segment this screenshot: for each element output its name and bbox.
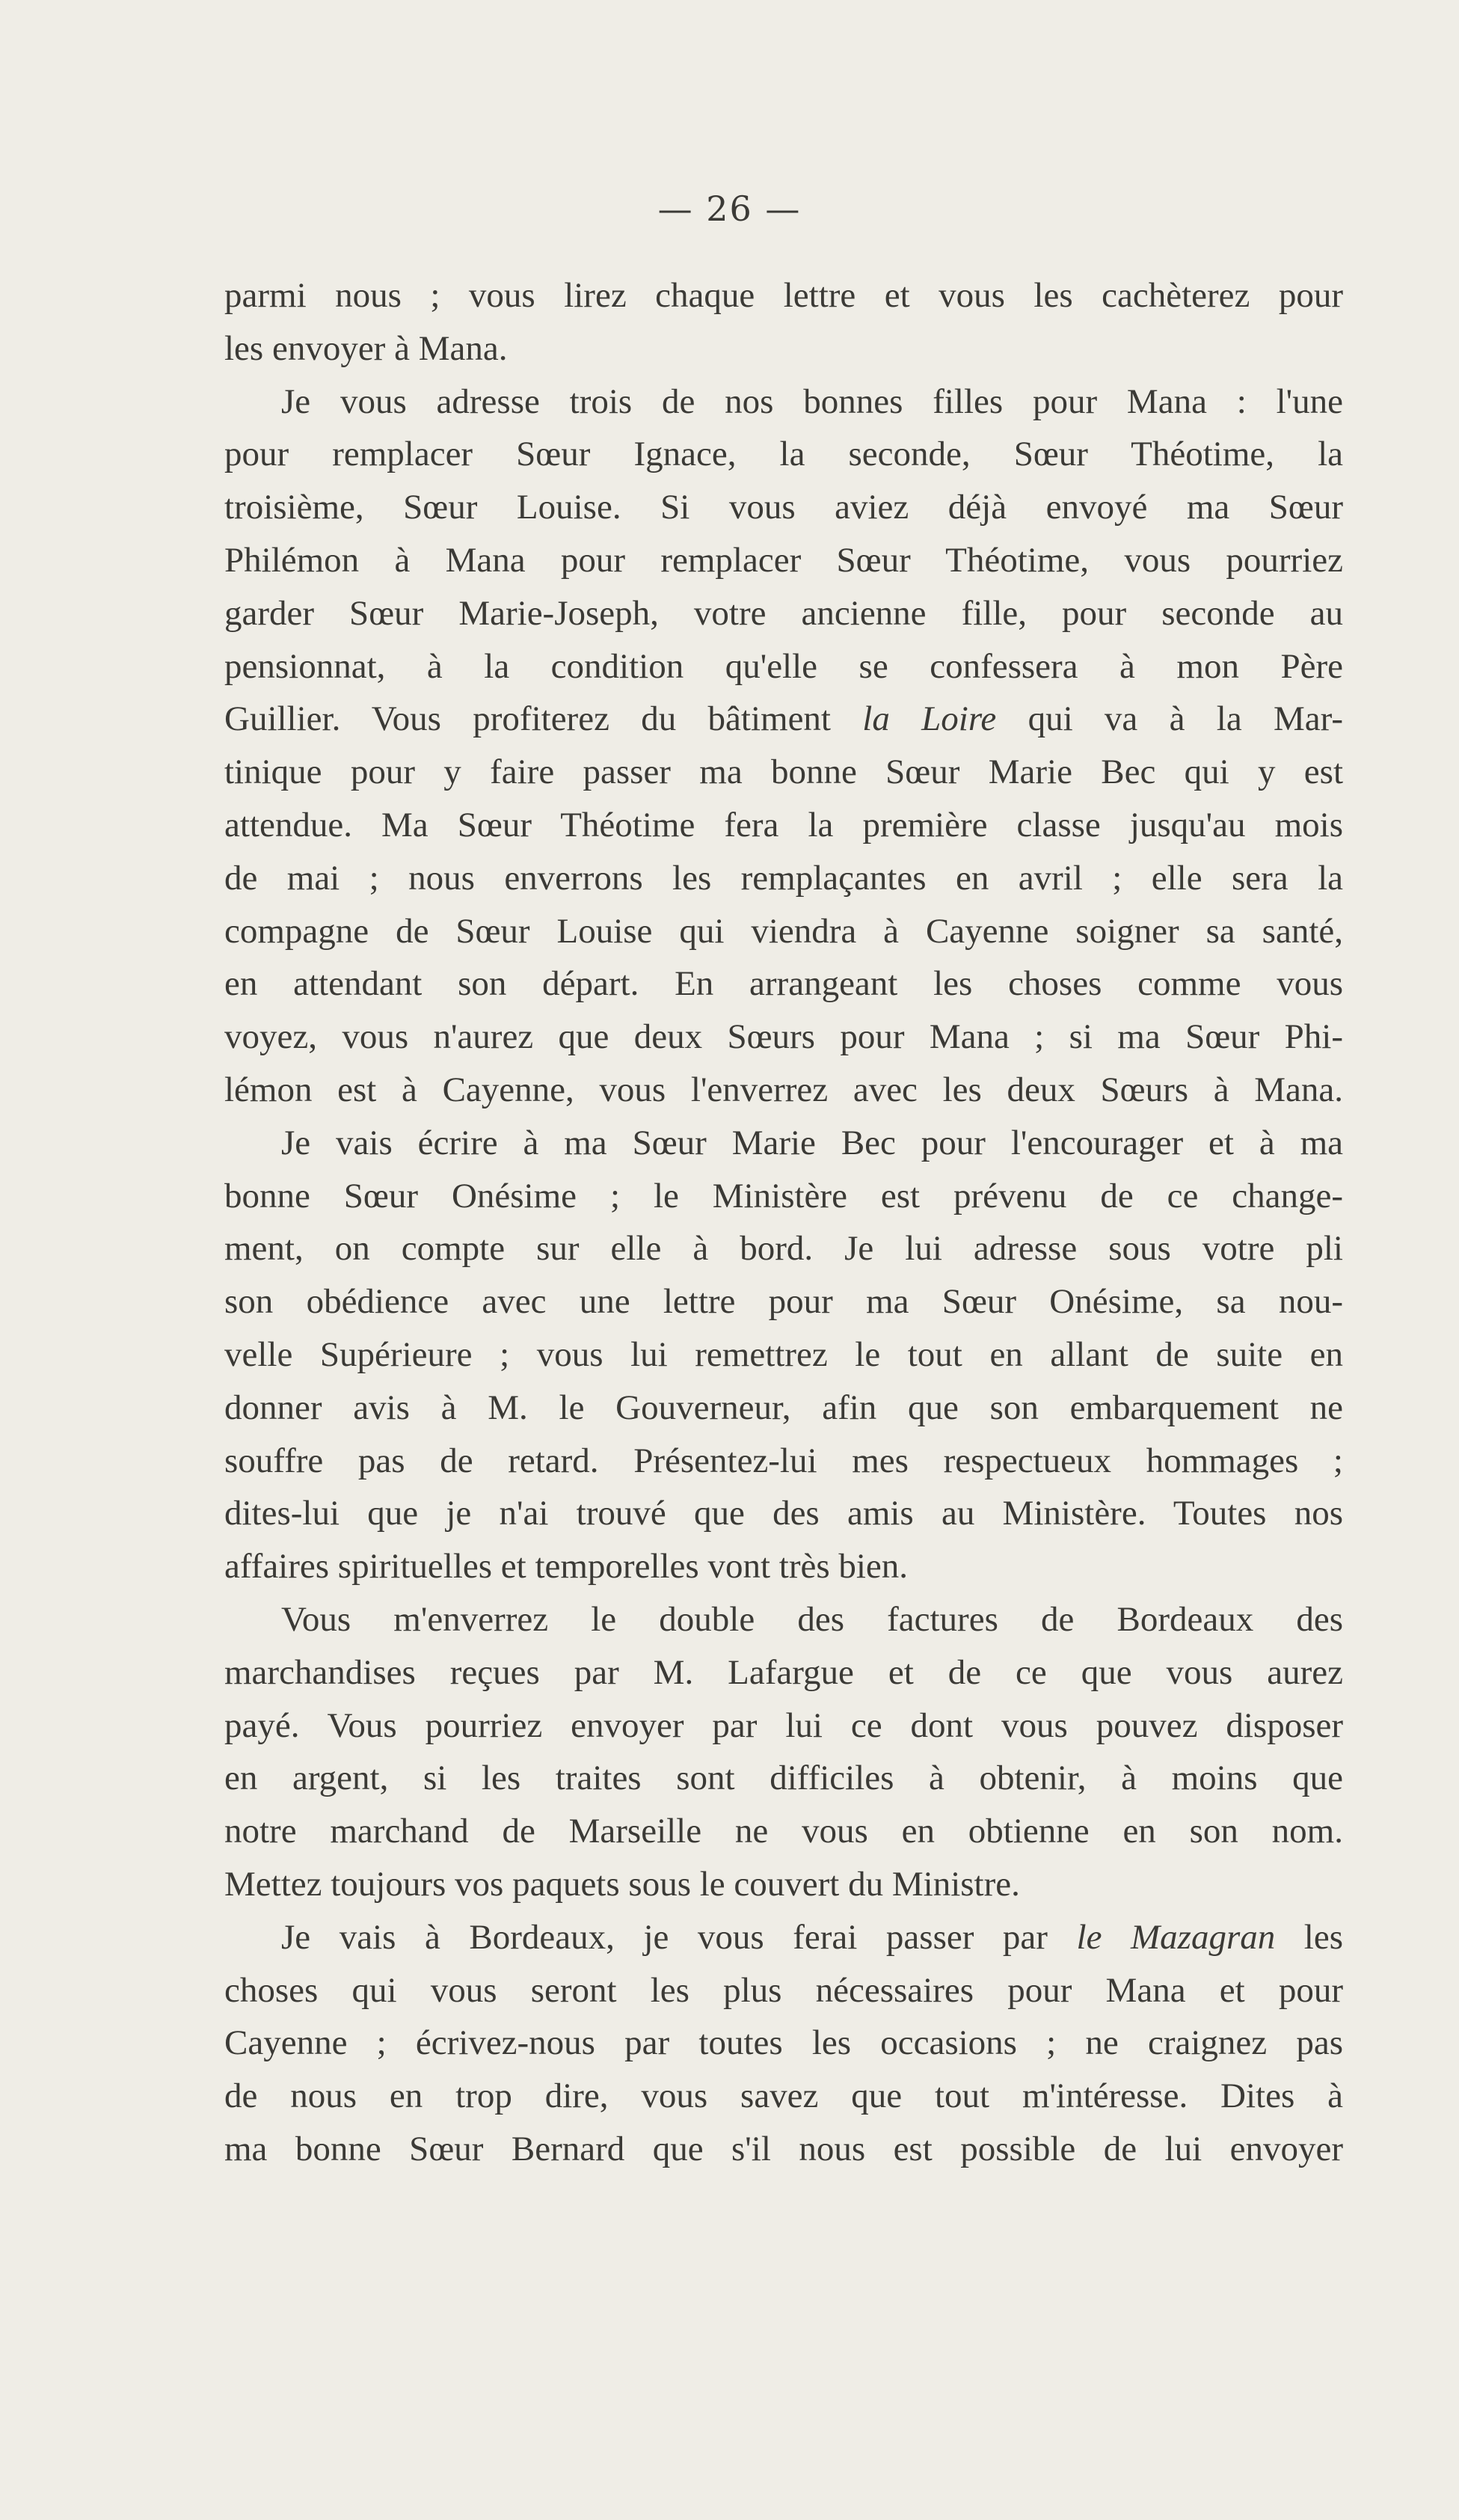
text-line: de mai ; nous enverrons les remplaçantes en avril ; elle sera la — [224, 858, 1343, 898]
text-line: pour remplacer Sœur Ignace, la seconde, Sœur Théotime, la — [224, 435, 1343, 474]
text-line: en argent, si les traites sont difficiles à obtenir, à moins que — [224, 1759, 1343, 1798]
text-line: notre marchand de Marseille ne vous en obtienne en son nom. — [224, 1812, 1343, 1851]
text-segment: qui va à la Mar- — [996, 699, 1343, 739]
text-segment: Je vais à Bordeaux, je vous ferai passer par — [281, 1917, 1077, 1957]
text-line: Cayenne ; écrivez-nous par toutes les occasions ; ne craignez pas — [224, 2023, 1343, 2063]
text-line: Je vous adresse trois de nos bonnes filles pour Mana : l'une — [281, 381, 1343, 421]
text-line: donner avis à M. le Gouverneur, afin que son embarquement ne — [224, 1388, 1343, 1427]
text-line: Vous m'enverrez le double des factures de Bordeaux des — [281, 1599, 1343, 1639]
text-line: lémon est à Cayenne, vous l'enverrez avec les deux Sœurs à Mana. — [224, 1070, 1343, 1109]
ship-name: la Loire — [862, 699, 997, 739]
text-line: garder Sœur Marie-Joseph, votre ancienne fille, pour seconde au — [224, 593, 1343, 633]
text-line: choses qui vous seront les plus nécessaires pour Mana et pour — [224, 1970, 1343, 2010]
text-line: voyez, vous n'aurez que deux Sœurs pour Mana ; si ma Sœur Phi- — [224, 1017, 1343, 1057]
text-line: marchandises reçues par M. Lafargue et de ce que vous aurez — [224, 1652, 1343, 1692]
text-line: dites-lui que je n'ai trouvé que des amis au Ministère. Toutes nos — [224, 1494, 1343, 1533]
text-line: Philémon à Mana pour remplacer Sœur Théotime, vous pourriez — [224, 540, 1343, 580]
text-line: en attendant son départ. En arrangeant les choses comme vous — [224, 964, 1343, 1004]
text-line: compagne de Sœur Louise qui viendra à Cayenne soigner sa santé, — [224, 911, 1343, 951]
text-line: Je vais écrire à ma Sœur Marie Bec pour l'encourager et à ma — [281, 1123, 1343, 1162]
text-segment: Guillier. Vous profiterez du bâtiment — [224, 699, 863, 739]
text-line-with-italic — [224, 1911, 1343, 1964]
text-line: pensionnat, à la condition qu'elle se confessera à mon Père — [224, 646, 1343, 686]
text-line: affaires spirituelles et temporelles vont très bien. — [224, 1547, 909, 1587]
body-text — [224, 269, 1343, 2176]
text-line: bonne Sœur Onésime ; le Ministère est prévenu de ce change- — [224, 1176, 1343, 1215]
text-line: ma bonne Sœur Bernard que s'il nous est possible de lui envoyer — [224, 2129, 1343, 2168]
text-line: velle Supérieure ; vous lui remettrez le tout en allant de suite en — [224, 1334, 1343, 1374]
text-line: payé. Vous pourriez envoyer par lui ce dont vous pouvez disposer — [224, 1705, 1343, 1745]
page-number: — 26 — — [657, 188, 802, 229]
text-line: son obédience avec une lettre pour ma Sœur Onésime, sa nou- — [224, 1282, 1343, 1322]
text-line: tinique pour y faire passer ma bonne Sœur Marie Bec qui y est — [224, 752, 1343, 792]
text-line: Mettez toujours vos paquets sous le couvert du Ministre. — [224, 1864, 1020, 1904]
text-line: souffre pas de retard. Présentez-lui mes respectueux hommages ; — [224, 1441, 1343, 1480]
text-line: attendue. Ma Sœur Théotime fera la première classe jusqu'au mois — [224, 805, 1343, 844]
text-segment: les — [1275, 1917, 1344, 1957]
text-line: ment, on compte sur elle à bord. Je lui adresse sous votre pli — [224, 1229, 1343, 1269]
text-line: parmi nous ; vous lirez chaque lettre et vous les cachèterez pour — [224, 276, 1343, 315]
text-line: de nous en trop dire, vous savez que tout m'intéresse. Dites à — [224, 2076, 1343, 2116]
text-line: les envoyer à Mana. — [224, 328, 508, 368]
text-line-with-italic — [224, 693, 1343, 746]
text-line: troisième, Sœur Louise. Si vous aviez déjà envoyé ma Sœur — [224, 488, 1343, 527]
ship-name: le Mazagran — [1076, 1917, 1276, 1957]
